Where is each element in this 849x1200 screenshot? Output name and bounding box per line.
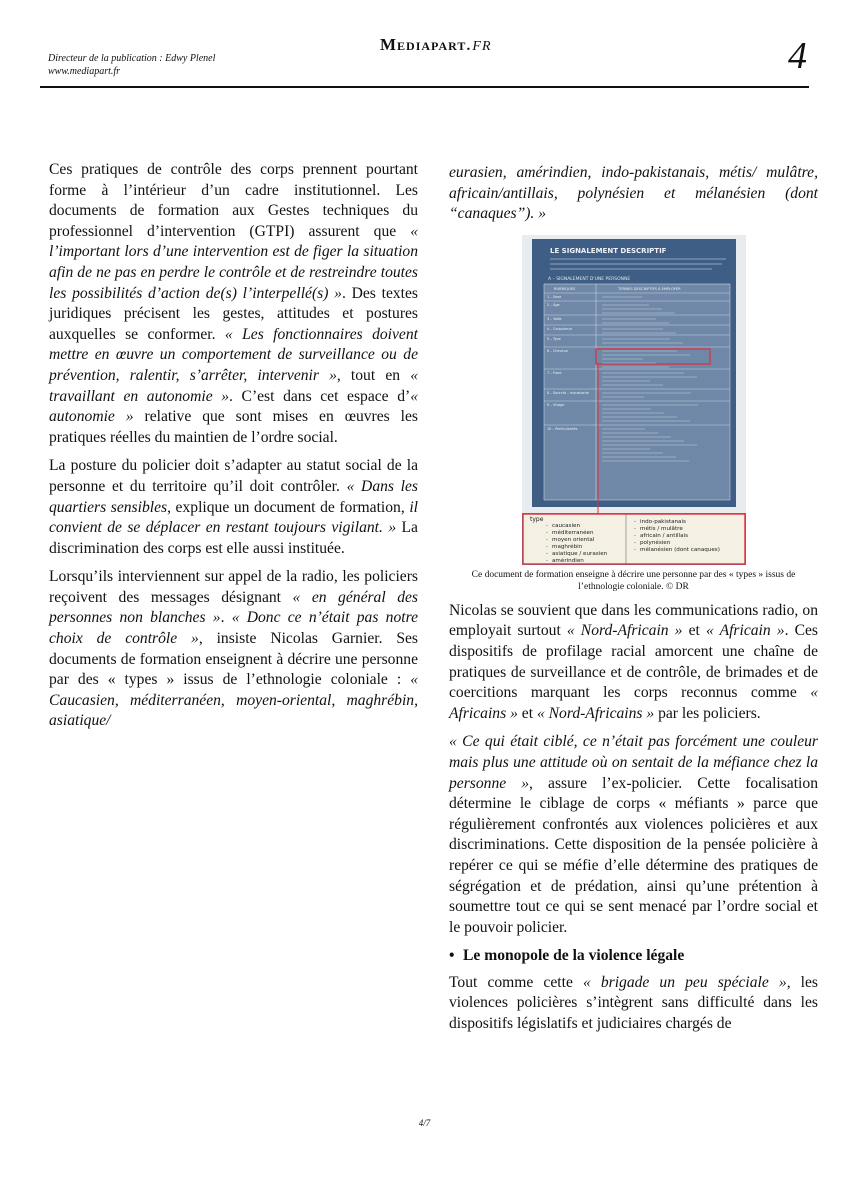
text: La discrimination des corps est elle aussi instituée.	[49, 519, 418, 557]
zoom-item: moyen oriental	[551, 536, 594, 543]
paragraph	[449, 163, 818, 225]
table-row-label: 8 – Sourcils – moustache	[546, 390, 589, 395]
quote: « Les fonctionnaires doivent mettre en œuvre un comportement de surveillance ou de prévention, ralentir, s’arrêter, intervenir »	[49, 325, 418, 384]
text: et	[517, 704, 537, 722]
text: . C’est dans cet espace d’	[229, 387, 411, 405]
table-row-label: 3 – Taille	[546, 316, 562, 321]
zoom-bullet: -	[633, 539, 636, 546]
col-header-rubriques: RUBRIQUES	[553, 286, 575, 291]
table-row-label: 5 – Type	[546, 336, 561, 341]
text: Ces pratiques de contrôle des corps prennent pourtant forme à l’intérieur d’un cadre institutionnel. Les documents de formation aux Gestes techniques du professionnel d’intervention (GTPI) assurent que	[49, 161, 418, 240]
zoom-bullet: -	[545, 557, 548, 564]
zoom-type-label: type	[529, 515, 543, 523]
zoom-bullet: -	[633, 546, 636, 553]
text: et	[682, 622, 706, 640]
paragraph	[449, 732, 818, 938]
text: Nicolas se souvient que dans les communications radio, on employait surtout	[449, 601, 818, 640]
zoom-item: africain / antillais	[639, 532, 688, 539]
zoom-item: indo-pakistanais	[639, 518, 686, 525]
paragraph	[449, 601, 818, 725]
section-title: A – SIGNALEMENT D'UNE PERSONNE	[547, 276, 630, 282]
figure	[449, 235, 818, 593]
table-row-label: 9 – Visage	[546, 402, 564, 407]
text: , tout en	[336, 366, 411, 384]
paragraph	[49, 160, 418, 448]
text: Tout comme cette	[449, 973, 583, 991]
zoom-bullet: -	[545, 522, 548, 529]
brand-ext: .fr	[466, 33, 492, 55]
quote: « brigade un peu spéciale »	[582, 973, 787, 991]
table-row-label: 7 – Front	[546, 370, 562, 375]
zoom-item: maghrébin	[551, 543, 582, 550]
section-heading	[449, 946, 818, 967]
quote: « Dans les quartiers sensibles	[49, 477, 418, 516]
brand-logo	[380, 33, 492, 56]
table-row-label: 4 – Corpulence	[546, 326, 572, 331]
table-row-label: 1 – Sexe	[546, 294, 561, 299]
text: , insiste Nicolas Garnier. Ses documents de formation enseignent à décrire une personne par des « types » issus de l’ethnologie coloniale :	[49, 630, 418, 689]
quote: « autonomie »	[49, 387, 418, 426]
paragraph	[49, 567, 418, 732]
text: , les violences policières s’intègrent sans difficulté dans les dispositifs législatifs et judiciaires chargés de	[449, 973, 818, 1033]
zoom-bullet: -	[633, 525, 636, 532]
quote: « Nord-Africains »	[536, 704, 655, 722]
quote: eurasien, amérindien, indo-pakistanais, métis/ mulâtre, africain/antillais, polynésien et mélanésien (dont “canaques”). »	[449, 164, 818, 223]
quote: « Africains »	[449, 684, 818, 722]
quote: « Nord-Africain »	[566, 622, 683, 640]
training-document-photo	[522, 235, 746, 565]
text: .	[220, 609, 232, 627]
page-footer: 4/7	[418, 1118, 431, 1128]
text: , assure l’ex-policier. Cette focalisation détermine le ciblage de corps « méfiants » parce que régulièrement confrontés aux violences policières et aux discriminations. Cette disposition de la pensée policière à repérer ce qui se méfie d’elle détermine des pratiques de ségrégation et de prédation, ainsi qu’une prétention à soumettre tout ce qui se sent menacé par l’ordre social et le pouvoir policier.	[449, 774, 818, 936]
text: , explique un document de formation,	[167, 498, 410, 516]
left-column	[49, 160, 418, 740]
page-number: 4	[788, 35, 807, 77]
quote: « Ce qui était ciblé, ce n’était pas forcément une couleur mais plus une attitude où on sentait de la méfiance chez la personne »	[449, 733, 818, 792]
header-rule	[40, 86, 809, 88]
zoom-bullet: -	[633, 518, 636, 525]
doc-title: LE SIGNALEMENT DESCRIPTIF	[549, 246, 666, 255]
zoom-bullet: -	[545, 529, 548, 536]
header-publisher-info	[48, 52, 215, 78]
zoom-bullet: -	[545, 550, 548, 557]
paragraph	[449, 973, 818, 1035]
bullet-icon: •	[449, 947, 455, 965]
section-heading-text: Le monopole de la violence légale	[463, 947, 685, 965]
text: . Ces dispositifs de profilage racial amorcent une chaîne de pratiques de surveillance et de contrôle, de brimades et de coercitions marquant les corps reconnus comme	[449, 622, 818, 702]
quote: « l’important lors d’une intervention est de figer la situation afin de ne pas en perdre le contrôle et de restreindre toutes les possibilités d’action de(s) l’interpellé(s) »	[49, 222, 418, 302]
figure-caption: Ce document de formation enseigne à décrire une personne par des « types » issus de l’ethnologie coloniale. © DR	[471, 569, 796, 592]
zoom-item: asiatique / eurasien	[551, 550, 607, 557]
quote: « Donc ce n’était pas notre choix de contrôle »	[49, 609, 418, 648]
quote: « en général des personnes non blanches »	[49, 588, 418, 627]
figure-image[interactable]	[522, 235, 746, 565]
zoom-item: caucasien	[551, 522, 580, 529]
zoom-bullet: -	[545, 536, 548, 543]
publisher-line: Directeur de la publication : Edwy Plenel	[48, 53, 216, 64]
brand-main: Mediapart	[380, 35, 467, 54]
zoom-bullet: -	[545, 543, 548, 550]
quote: « travaillant en autonomie »	[49, 366, 418, 405]
zoom-item: méditerranéen	[551, 529, 594, 536]
text: La posture du policier doit s’adapter au statut social de la personne et du territoire qu’il doit contrôler.	[49, 457, 418, 495]
table-row-label: 2 – Âge	[546, 302, 560, 307]
quote: il convient de se déplacer en restant toujours vigilant. »	[49, 498, 418, 537]
zoom-item: amérindien	[551, 557, 584, 564]
site-url[interactable]: www.mediapart.fr	[48, 66, 121, 77]
right-column	[449, 163, 818, 1043]
zoom-item: métis / mulâtre	[639, 525, 683, 532]
table-row-label: 10 – Particularités	[546, 426, 577, 431]
table-row-label: 6 – Cheveux	[546, 348, 568, 353]
col-header-termes: TERMES DESCRIPTIFS À EMPLOYER	[617, 286, 681, 291]
quote: « Africain »	[705, 622, 785, 640]
text: par les policiers.	[654, 704, 761, 722]
text: . Des textes juridiques précisent les gestes, attitudes et postures auxquelles se conformer.	[49, 284, 418, 343]
text: Lorsqu’ils interviennent sur appel de la radio, les policiers reçoivent des messages désignant	[49, 568, 418, 606]
zoom-item: polynésien	[639, 539, 670, 546]
zoom-bullet: -	[633, 532, 636, 539]
quote: « Caucasien, méditerranéen, moyen-oriental, maghrébin, asiatique/	[49, 671, 418, 730]
text: relative que sont mises en œuvres les pratiques réelles du maintien de l’ordre social.	[49, 408, 418, 446]
paragraph	[49, 456, 418, 559]
zoom-item: mélanésien (dont canaques)	[639, 546, 720, 553]
